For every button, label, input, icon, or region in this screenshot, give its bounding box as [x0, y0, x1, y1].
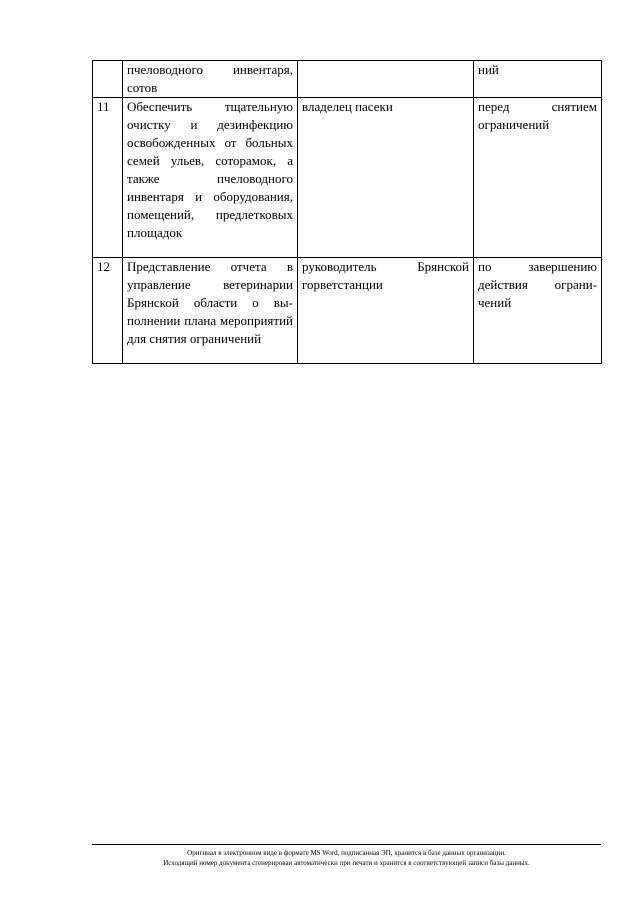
deadline-cell: по завершению действия ограничений — [474, 258, 602, 364]
measure-cell: пчеловодного инвентаря, сотов — [123, 61, 298, 98]
deadline-cell: перед снятием ограничений — [474, 98, 602, 258]
responsible-cell: владелец пасеки — [298, 98, 474, 258]
responsible-cell: руководитель Брянской горветстанции — [298, 258, 474, 364]
table-row — [93, 61, 602, 98]
document-footer — [92, 844, 601, 868]
table-row — [93, 258, 602, 364]
row-number — [93, 61, 123, 98]
table-row — [93, 98, 602, 258]
row-number: 11 — [93, 98, 123, 258]
deadline-cell: ний — [474, 61, 602, 98]
row-number: 12 — [93, 258, 123, 364]
responsible-cell — [298, 61, 474, 98]
footer-line-number: Исходящий номер документа сгенерирован автоматически при печати и хранится в соответствующей записи базы данных. — [163, 859, 530, 867]
footer-line-original: Оригинал в электронном виде в формате MS Word, подписанная ЭП, хранится в базе данных организации. — [187, 849, 506, 857]
measure-cell: Обеспечить тщательную очистку и дезинфекцию освобожденных от больных семей ульев, соторамок, а также пчеловодного инвентаря и оборудования, помещений, предлетковых площадок — [123, 98, 298, 258]
measure-cell: Представление отчета в управление ветеринарии Брянской области о выполнении плана мероприятий для снятия ограничений — [123, 258, 298, 364]
measures-table — [92, 60, 602, 364]
